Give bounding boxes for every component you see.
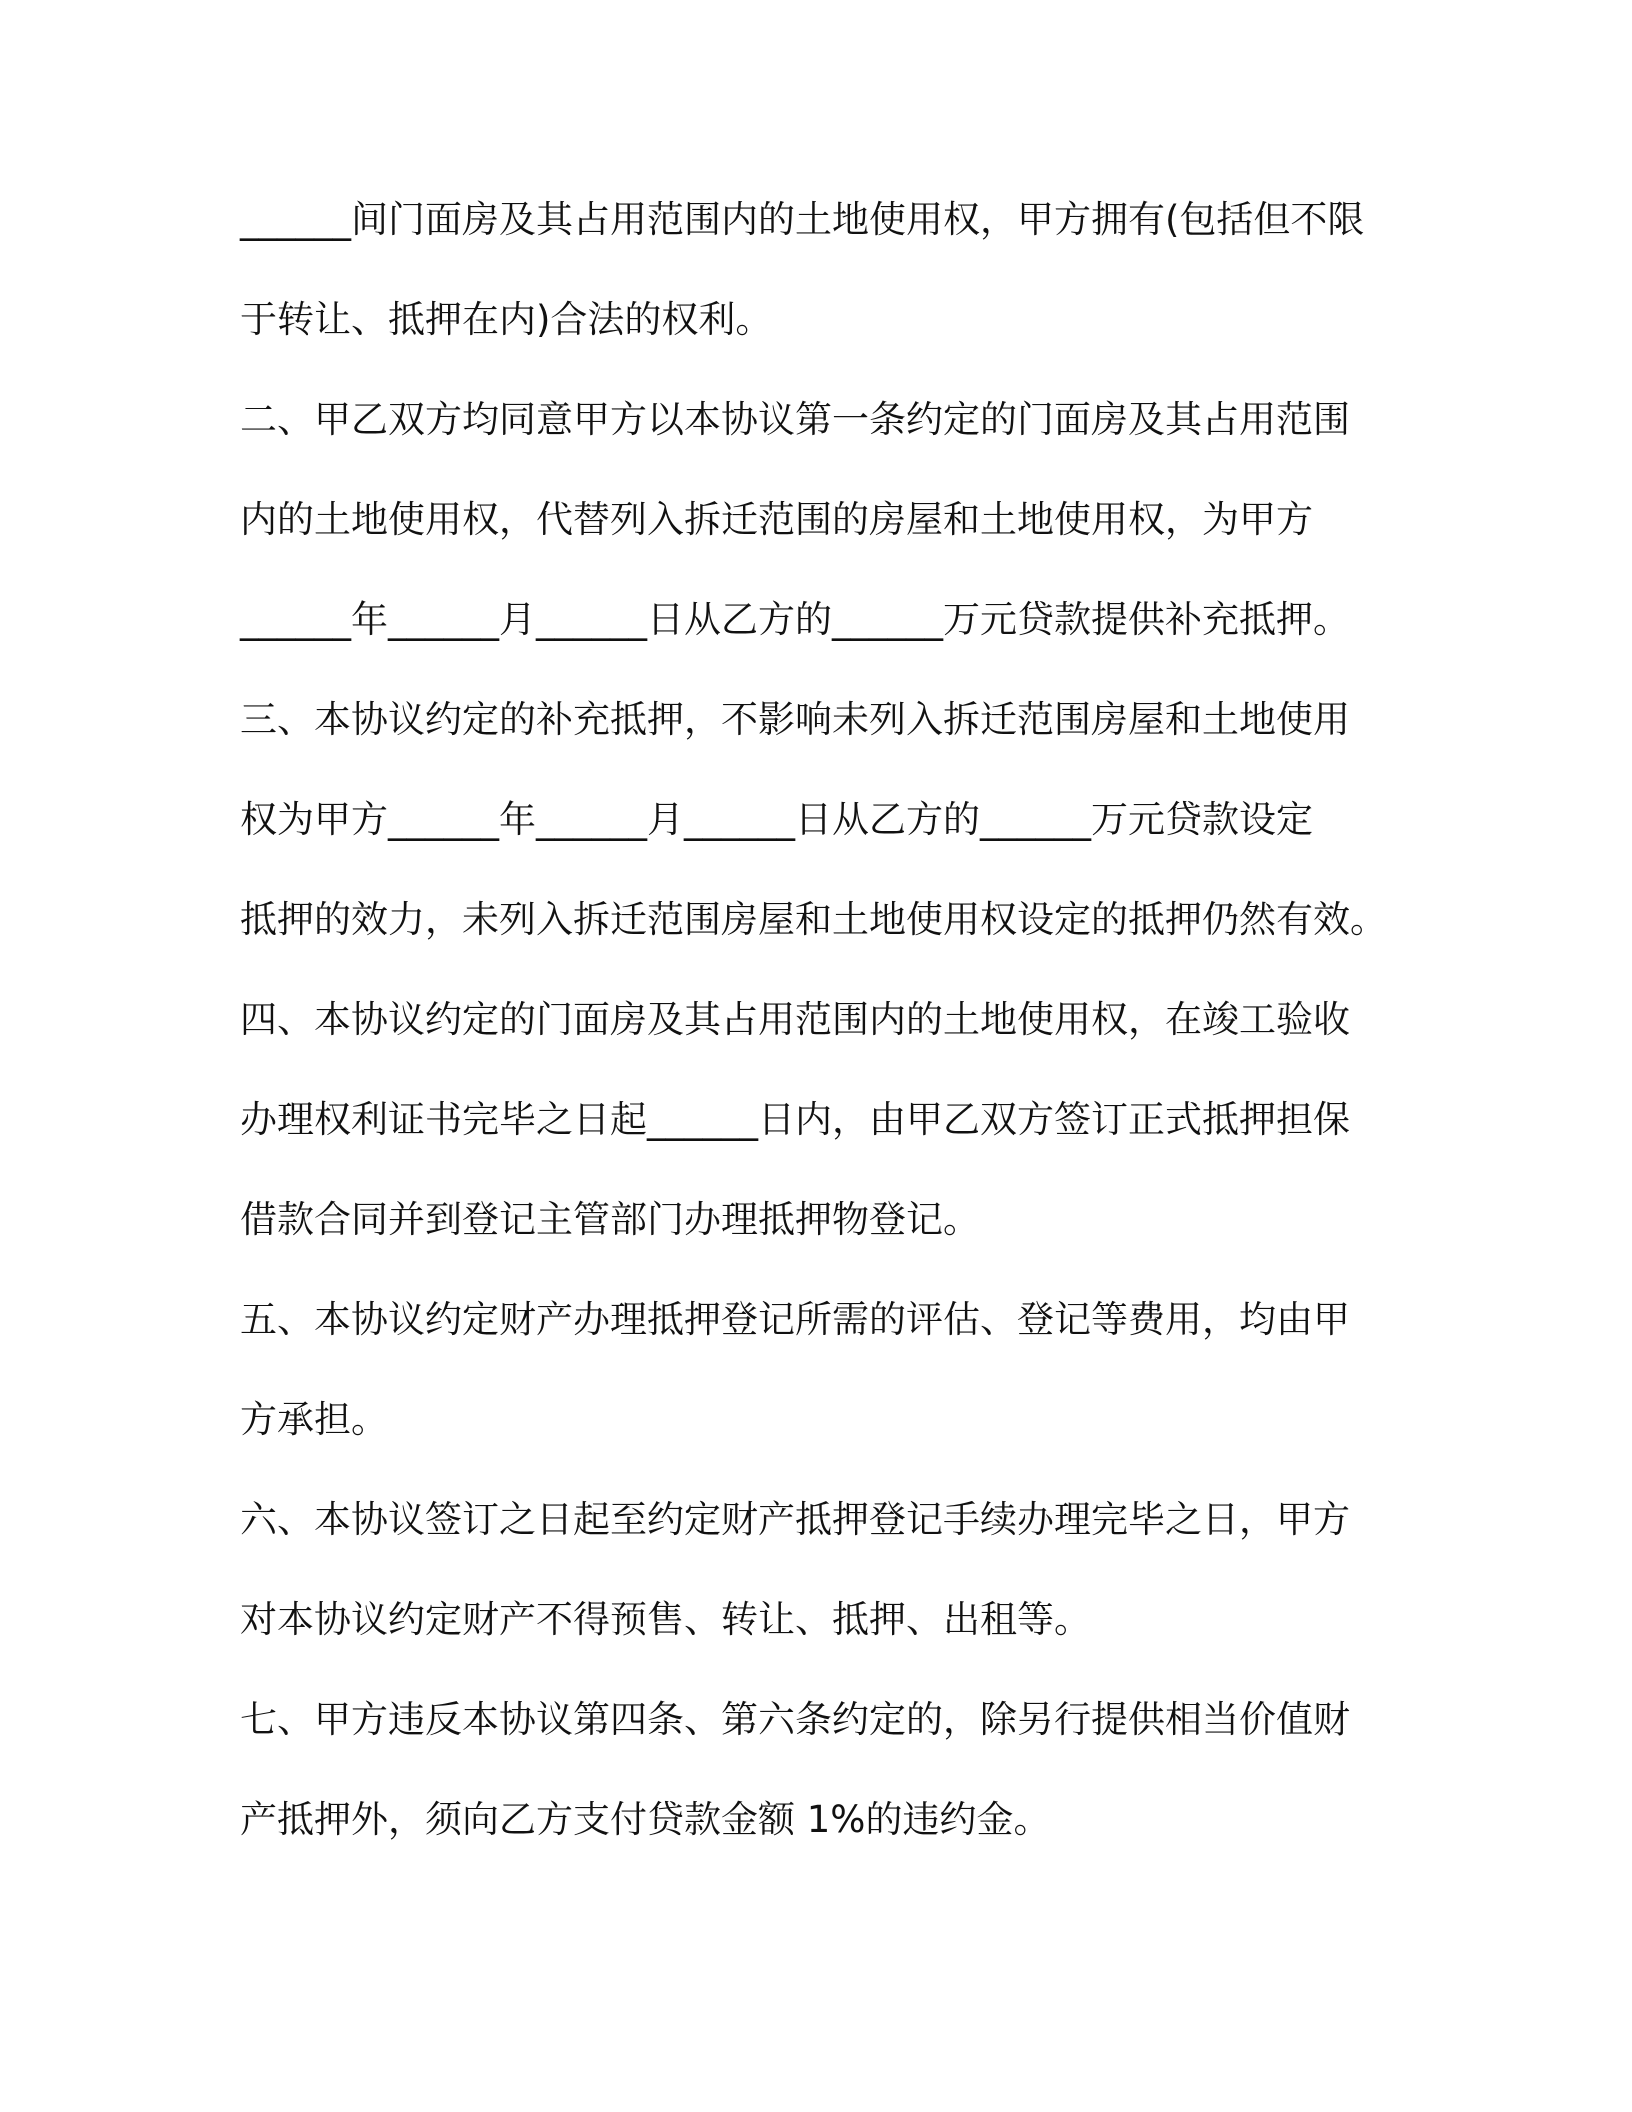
clause-5-line-1: 五、本协议约定财产办理抵押登记所需的评估、登记等费用，均由甲: [240, 1298, 1350, 1341]
clause-5-line-2: 方承担。: [240, 1398, 388, 1441]
paragraph-line-2: 于转让、抵押在内)合法的权利。: [240, 298, 773, 341]
clause-3-line-2: 权为甲方______年______月______日从乙方的______万元贷款设定: [240, 798, 1313, 841]
clause-2-line-2: 内的土地使用权，代替列入拆迁范围的房屋和土地使用权，为甲方: [240, 498, 1313, 541]
clause-7-line-1: 七、甲方违反本协议第四条、第六条约定的，除另行提供相当价值财: [240, 1698, 1350, 1741]
paragraph-line-1: ______间门面房及其占用范围内的土地使用权，甲方拥有(包括但不限: [240, 198, 1365, 241]
clause-6-line-1: 六、本协议签订之日起至约定财产抵押登记手续办理完毕之日，甲方: [240, 1498, 1350, 1541]
clause-2-line-3: ______年______月______日从乙方的______万元贷款提供补充抵押。: [240, 598, 1350, 641]
clause-6-line-2: 对本协议约定财产不得预售、转让、抵押、出租等。: [240, 1598, 1091, 1641]
clause-3-line-3: 抵押的效力，未列入拆迁范围房屋和土地使用权设定的抵押仍然有效。: [240, 898, 1387, 941]
clause-4-line-1: 四、本协议约定的门面房及其占用范围内的土地使用权，在竣工验收: [240, 998, 1350, 1041]
clause-4-line-2: 办理权利证书完毕之日起______日内，由甲乙双方签订正式抵押担保: [240, 1098, 1350, 1141]
clause-3-line-1: 三、本协议约定的补充抵押，不影响未列入拆迁范围房屋和土地使用: [240, 698, 1350, 741]
clause-7-line-2: 产抵押外，须向乙方支付贷款金额 1%的违约金。: [240, 1798, 1051, 1841]
clause-4-line-3: 借款合同并到登记主管部门办理抵押物登记。: [240, 1198, 980, 1241]
clause-2-line-1: 二、甲乙双方均同意甲方以本协议第一条约定的门面房及其占用范围: [240, 398, 1350, 441]
